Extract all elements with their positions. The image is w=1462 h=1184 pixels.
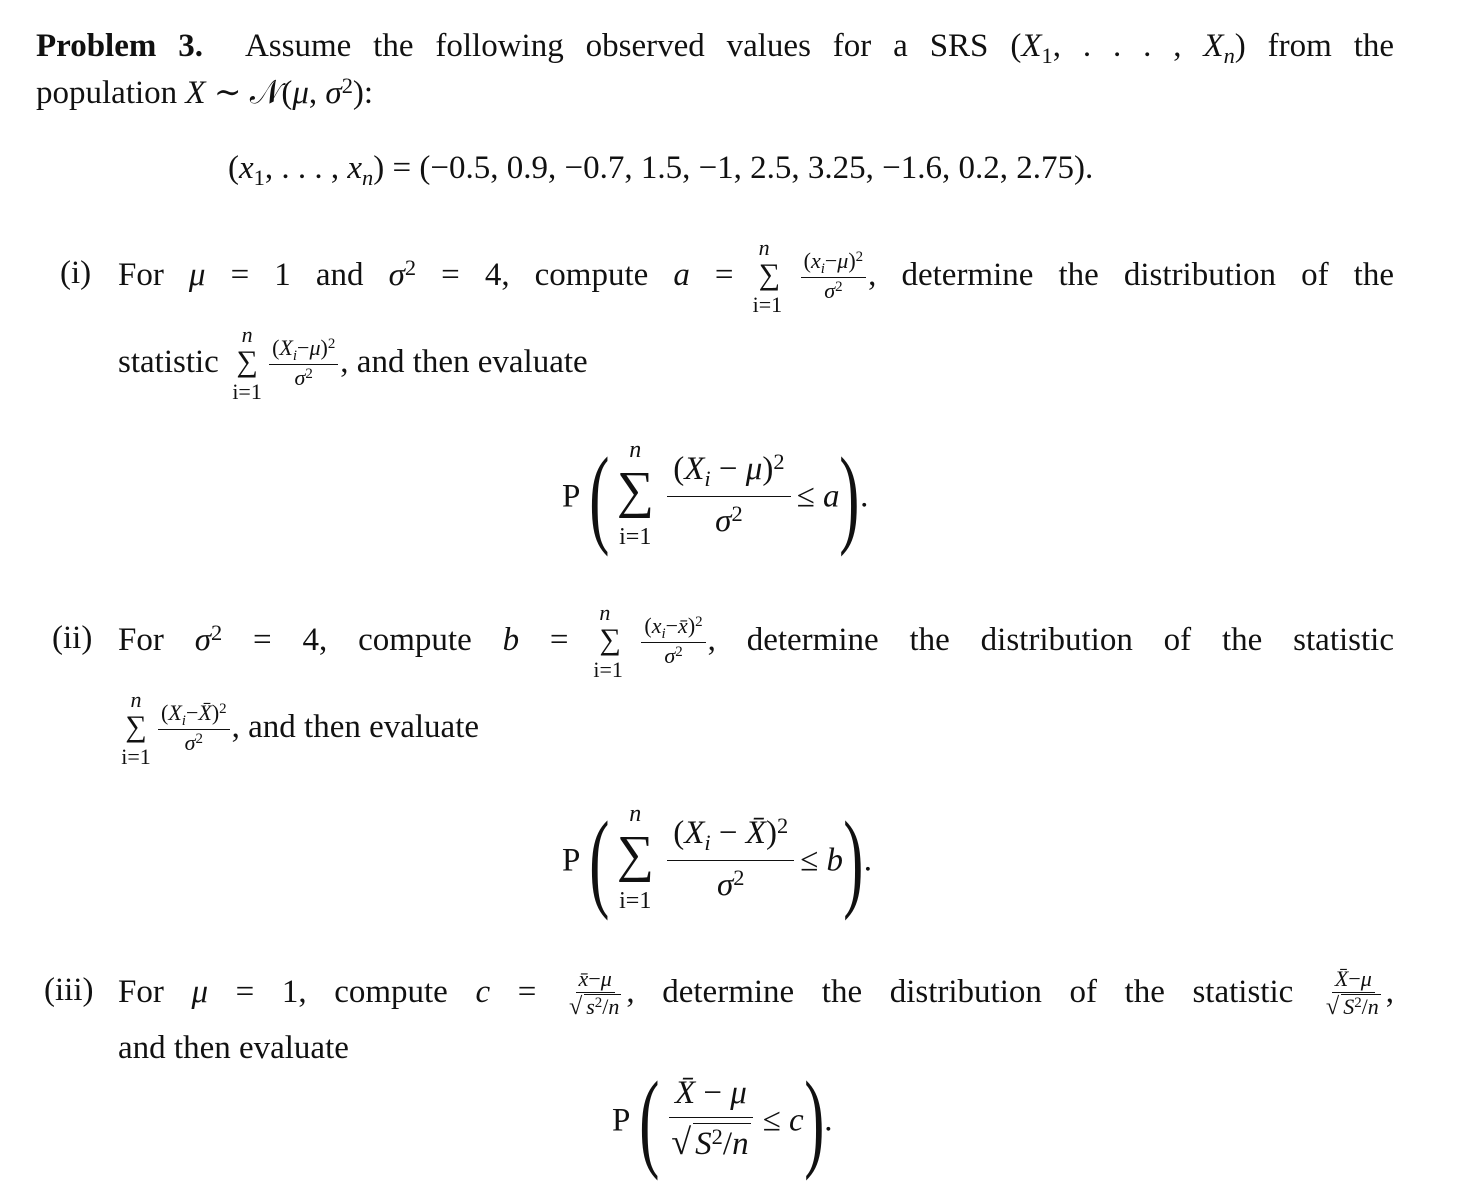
intro-population: population bbox=[36, 75, 178, 111]
part-i-label: (i) bbox=[60, 255, 92, 291]
part-iii-statistic: $\frac{X̄-\mu}{√ S^2/n}$ , bbox=[1325, 965, 1395, 1020]
part-i-sum-a: n ∑ i=1 $\frac{(x_i-\mu)^2}{\sigma^2}$ bbox=[759, 257, 869, 293]
data-values: (−0.5, 0.9, −0.7, 1.5, −1, 2.5, 3.25, −1.6, 0.2, 2.75). bbox=[419, 150, 1094, 186]
part-iii-probability: P ( $\frac{X̄ - \mu}{√ S^2/n}$ ≤ c). bbox=[612, 1059, 833, 1182]
population-distribution: X ∼ 𝒩(μ, $\sigma^2$): bbox=[185, 72, 374, 111]
intro-tail: from the bbox=[1267, 28, 1395, 64]
summation-icon: n ∑ i=1 bbox=[616, 437, 654, 551]
summation-icon: n ∑ i=1 bbox=[616, 801, 654, 915]
problem-intro-line2 bbox=[36, 72, 373, 112]
part-iii-c-fraction: $\frac{x̄-\mu}{√ s^2/n}$ bbox=[568, 965, 620, 1020]
part-ii-sum-b: n ∑ i=1 $\frac{(x_i-x̄)^2}{\sigma^2}$ bbox=[599, 622, 707, 658]
summation-icon: n ∑ i=1 bbox=[121, 687, 151, 770]
part-iii-line1: For μ = 1, compute c = $\frac{x̄-\mu}{√ s^2/n}$ , determine the distribution of the statistic $\frac{X̄-\mu}{√ S^2/n}$ , bbox=[118, 965, 1395, 1020]
summation-icon: n ∑ i=1 bbox=[752, 235, 783, 318]
intro-text: Assume the following observed values for a SRS bbox=[244, 28, 989, 64]
srs-vector: ($X_1$, . . . , $X_n$) bbox=[1010, 28, 1246, 69]
part-iii-line2: and then evaluate bbox=[118, 1030, 349, 1066]
part-i-line2: statistic n ∑ i=1 $\frac{(X_i-\mu)^2}{\sigma^2}$ , and then evaluate bbox=[118, 322, 588, 405]
part-ii-line2: n ∑ i=1 $\frac{(X_i-X̄)^2}{\sigma^2}$ , and then evaluate bbox=[116, 687, 479, 767]
part-ii-label: (ii) bbox=[52, 620, 93, 656]
summation-icon: n ∑ i=1 bbox=[593, 600, 623, 683]
problem-label: Problem 3. bbox=[36, 28, 204, 64]
part-i-line1: For μ = 1 and $\sigma^2 = 4$, compute a = n ∑ i=1 $\frac{(x_i-\mu)^2}{\sigma^2}$ , determine the distribution of the bbox=[118, 235, 1395, 318]
part-ii-line1: For $\sigma^2 = 4$, compute b = n ∑ i=1 $\frac{(x_i-x̄)^2}{\sigma^2}$ , determine the distribution of the statistic bbox=[118, 600, 1394, 683]
part-ii-probability: P ( n ∑ i=1 $\frac{(X_i - X̄)^2}{\sigma^2}$ ≤ b). bbox=[562, 799, 872, 922]
problem-intro-line1 bbox=[36, 28, 1395, 69]
observed-values: ($x_1$, . . . , $x_n) = (-0.5$, 0.9, −0.7, 1.5, −1, 2.5, 3.25, −1.6, 0.2, 2.75). bbox=[228, 150, 1094, 191]
summation-icon: n ∑ i=1 bbox=[232, 322, 262, 405]
part-iii-label: (iii) bbox=[44, 972, 94, 1008]
part-i-probability: P ( n ∑ i=1 $\frac{(X_i - \mu)^2}{\sigma^2}$ ≤ a). bbox=[562, 435, 869, 558]
